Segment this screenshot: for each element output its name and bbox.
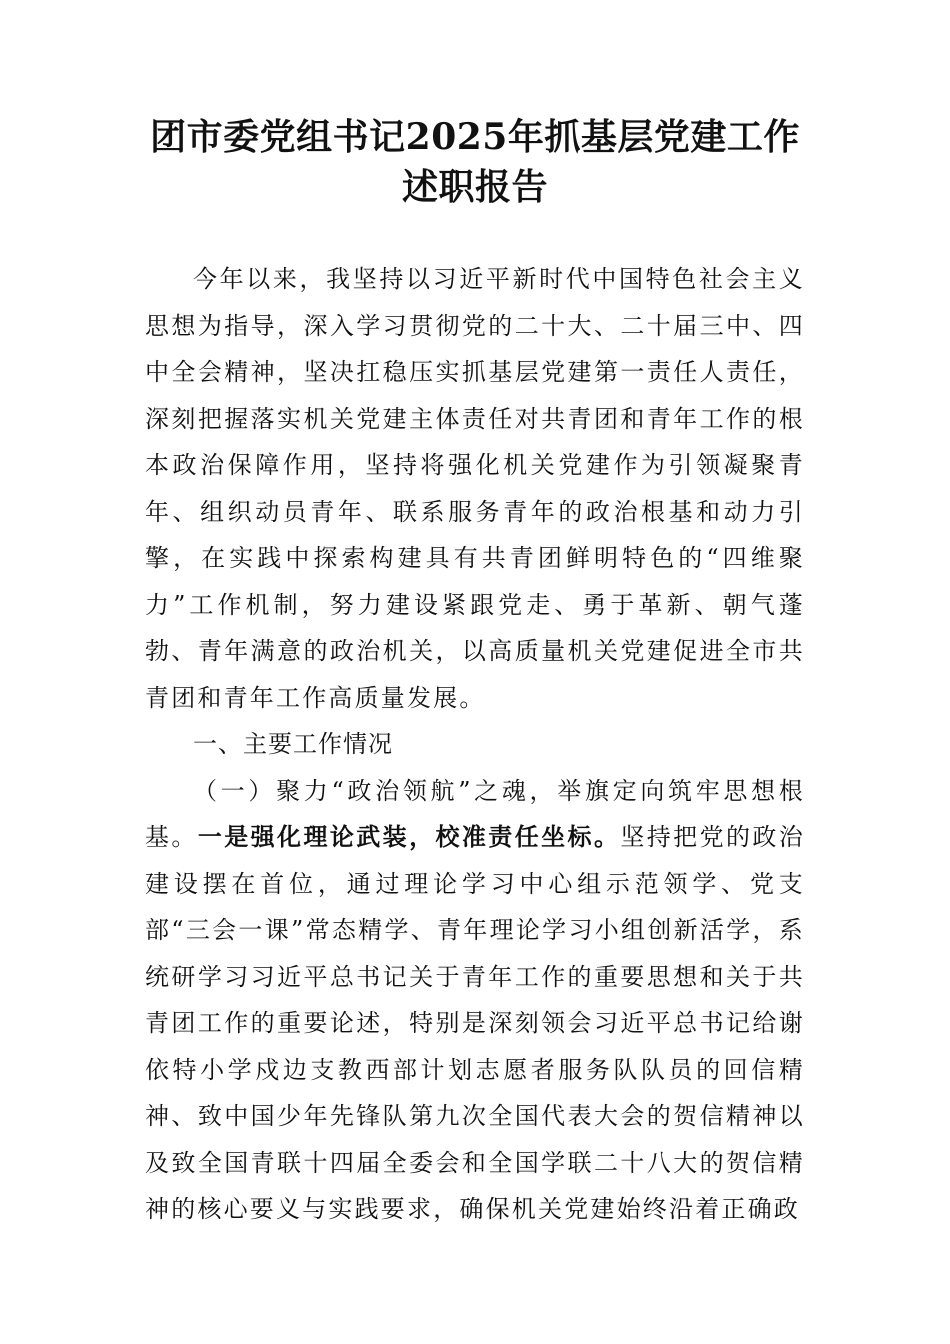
subsection-heading: （一）聚力“政治领航”之魂，举旗定向筑牢思想根基。 — [145, 776, 805, 851]
point-one-bold-lead: 一是强化理论武装，校准责任坐标。 — [197, 822, 621, 851]
point-one-text: 坚持把党的政治建设摆在首位，通过理论学习中心组示范领学、党支部“三会一课”常态精学、青年理论学习小组创新活学，系统研学习习近平总书记关于青年工作的重要思想和关于共青团工作的重要论述，特别是深刻领会习近平总书记给谢依特小学戍边支教西部计划志愿者服务队队员的回信精神、致中国少年先锋队第九次全国代表大会的贺信精神以及致全国青联十四届全委会和全国学联二十八大的贺信精神的核心要义与实践要求，确保机关党建始终沿着正确政 — [145, 823, 806, 1223]
section-heading: 一、主要工作情况 — [193, 730, 393, 758]
document-title: 团市委党组书记2025年抓基层党建工作述职报告 — [150, 116, 800, 208]
document-body — [145, 256, 805, 1233]
subsection-paragraph — [145, 768, 805, 1233]
intro-paragraph: 今年以来，我坚持以习近平新时代中国特色社会主义思想为指导，深入学习贯彻党的二十大、二十届三中、四中全会精神，坚决扛稳压实抓基层党建第一责任人责任，深刻把握落实机关党建主体责任对共青团和青年工作的根本政治保障作用，坚持将强化机关党建作为引领凝聚青年、组织动员青年、联系服务青年的政治根基和动力引擎，在实践中探索构建具有共青团鲜明特色的“四维聚力”工作机制，努力建设紧跟党走、勇于革新、朝气蓬勃、青年满意的政治机关，以高质量机关党建促进全市共青团和青年工作高质量发展。 — [145, 265, 805, 712]
